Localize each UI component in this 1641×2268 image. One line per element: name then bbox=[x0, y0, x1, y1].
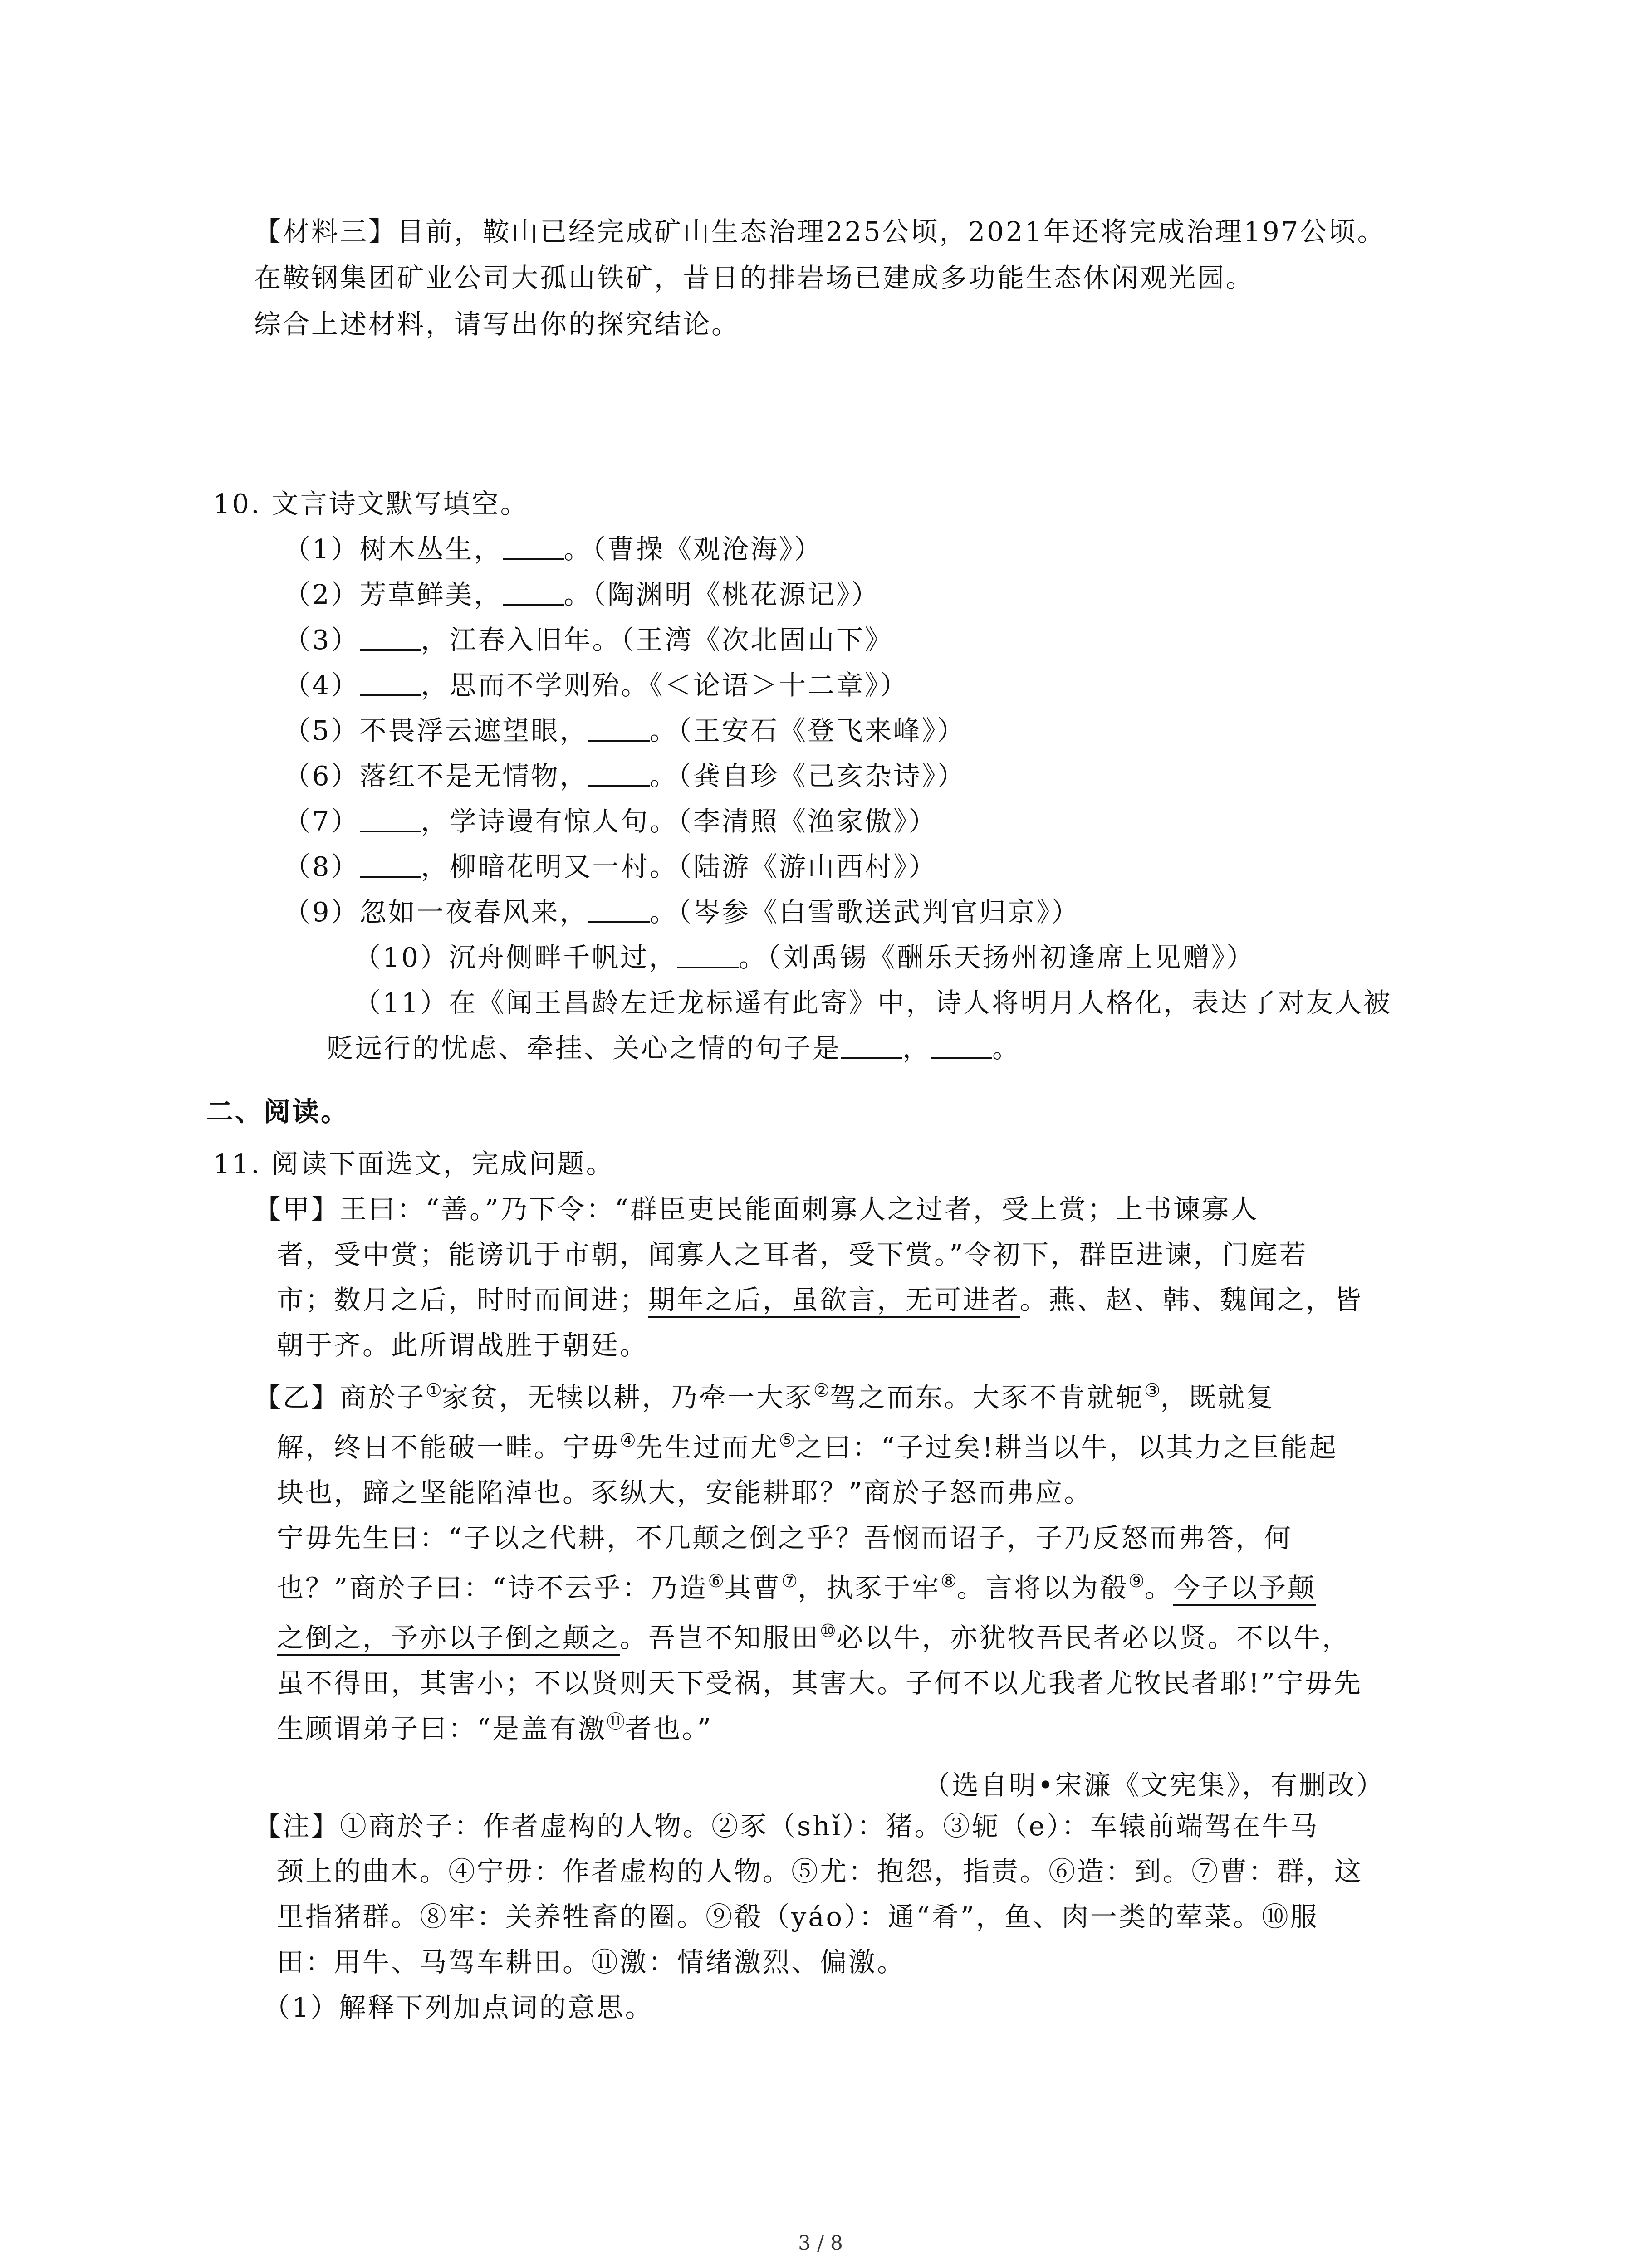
material-3-line-2: 在鞍钢集团矿业公司大孤山铁矿，昔日的排岩场已建成多功能生态休闲观光园。 bbox=[254, 262, 1255, 293]
passage-yi-line-1: 【乙】商於子①家贫，无犊以耕，乃牵一大豕②驾之而东。大豕不肯就轭③，既就复 bbox=[254, 1380, 1275, 1413]
passage-yi-line-4: 宁毋先生曰：“子以之代耕，不几颠之倒之乎？吾悯而诏子，子乃反怒而弗答，何 bbox=[277, 1522, 1293, 1554]
passage-yi-line-5: 也？”商於子曰：“诗不云乎：乃造⑥其曹⑦，执豕于牢⑧。言将以为殽⑨。今子以予颠 bbox=[277, 1569, 1316, 1610]
q10-item-6: （6）落红不是无情物， 。（龚自珍《己亥杂诗》） bbox=[284, 760, 966, 792]
page-number: 3 / 8 bbox=[798, 2232, 843, 2255]
subquestion-1: （1）解释下列加点词的意思。 bbox=[263, 1992, 654, 2023]
passage-yi-line-7: 虽不得田，其害小；不以贤则天下受祸，其害大。子何不以尤我者尤牧民者耶!”宁毋先 bbox=[277, 1667, 1362, 1699]
q10-item-7: （7） ，学诗谩有惊人句。（李清照《渔家傲》） bbox=[284, 806, 937, 837]
answer-blank[interactable] bbox=[360, 852, 421, 878]
material-3-line-1: 【材料三】目前，鞍山已经完成矿山生态治理225公顷，2021年还将完成治理197公顷。 bbox=[254, 216, 1386, 247]
q10-item-9: （9）忽如一夜春风来， 。（岑参《白雪歌送武判官归京》） bbox=[284, 896, 1080, 928]
passage-yi-line-3: 块也，蹄之坚能陷淖也。豕纵大，安能耕耶？”商於子怒而弗应。 bbox=[277, 1477, 1093, 1508]
underlined-sentence: 之倒之，予亦以子倒之颠之 bbox=[277, 1622, 620, 1656]
answer-blank[interactable] bbox=[360, 626, 421, 651]
q10-item-11-line-1: （11）在《闻王昌龄左迁龙标遥有此寄》中，诗人将明月人格化，表达了对友人被 bbox=[354, 987, 1392, 1018]
passage-jia-line-4: 朝于齐。此所谓战胜于朝廷。 bbox=[277, 1330, 649, 1361]
answer-blank[interactable] bbox=[588, 762, 650, 787]
underlined-sentence: 今子以予颠 bbox=[1173, 1572, 1316, 1606]
q10-item-8: （8） ，柳暗花明又一村。（陆游《游山西村》） bbox=[284, 851, 937, 882]
note-line-3: 里指猪群。⑧牢：关养牲畜的圈。⑨殽（yáo）：通“肴”，鱼、肉一类的荤菜。⑩服 bbox=[277, 1901, 1319, 1932]
passage-yi-line-2: 解，终日不能破一畦。宁毋④先生过而尤⑤之曰：“子过矣!耕当以牛，以其力之巨能起 bbox=[277, 1430, 1338, 1463]
q10-item-3: （3） ，江春入旧年。（王湾《次北固山下》 bbox=[284, 624, 894, 655]
note-line-2: 颈上的曲木。④宁毋：作者虚构的人物。⑤尤：抱怨，指责。⑥造：到。⑦曹：群，这 bbox=[277, 1856, 1363, 1887]
answer-blank[interactable] bbox=[588, 898, 650, 923]
answer-blank[interactable] bbox=[588, 716, 650, 742]
q10-item-5: （5）不畏浮云遮望眼， 。（王安石《登飞来峰》） bbox=[284, 715, 966, 746]
underlined-sentence: 期年之后，虽欲言，无可进者 bbox=[648, 1284, 1020, 1318]
passage-jia-line-2: 者，受中赏；能谤讥于市朝，闻寡人之耳者，受下赏。”令初下，群臣进谏，门庭若 bbox=[277, 1239, 1308, 1270]
answer-blank[interactable] bbox=[677, 943, 739, 968]
answer-blank[interactable] bbox=[503, 580, 564, 606]
q10-item-2: （2）芳草鲜美， 。（陶渊明《桃花源记》） bbox=[284, 579, 880, 610]
q10-item-10: （10）沉舟侧畔千帆过， 。（刘禹锡《酬乐天扬州初逢席上见赠》） bbox=[354, 942, 1255, 973]
answer-blank[interactable] bbox=[360, 671, 421, 696]
q10-item-4: （4） ，思而不学则殆。《＜论语＞十二章》） bbox=[284, 670, 909, 701]
question-10-title: 10. 文言诗文默写填空。 bbox=[213, 488, 529, 519]
section-2-heading: 二、阅读。 bbox=[206, 1096, 350, 1127]
question-11-title: 11. 阅读下面选文，完成问题。 bbox=[213, 1148, 615, 1179]
q10-item-11-line-2: 贬远行的忧虑、牵挂、关心之情的句子是 ， 。 bbox=[327, 1032, 1021, 1064]
material-3-prompt: 综合上述材料，请写出你的探究结论。 bbox=[254, 308, 740, 340]
passage-yi-line-6: 之倒之，予亦以子倒之颠之。吾岂不知服田⑩必以牛，亦犹牧吾民者必以贤。不以牛， bbox=[277, 1619, 1351, 1660]
passage-yi-line-8: 生顾谓弟子曰：“是盖有激⑪者也。” bbox=[277, 1711, 713, 1744]
answer-blank[interactable] bbox=[360, 807, 421, 832]
q10-item-1: （1）树木丛生， 。（曹操《观沧海》） bbox=[284, 533, 823, 565]
note-line-4: 田：用牛、马驾车耕田。⑪激：情绪激烈、偏激。 bbox=[277, 1946, 906, 1978]
answer-blank[interactable] bbox=[931, 1034, 992, 1059]
note-line-1: 【注】①商於子：作者虚构的人物。②豕（shǐ）：猪。③轭（e）：车辕前端驾在牛马 bbox=[254, 1810, 1319, 1842]
passage-source: （选自明•宋濂《文宪集》，有删改） bbox=[923, 1769, 1385, 1801]
passage-jia-line-1: 【甲】王曰：“善。”乃下令：“群臣吏民能面刺寡人之过者，受上赏；上书谏寡人 bbox=[254, 1193, 1259, 1225]
answer-blank[interactable] bbox=[503, 535, 564, 560]
answer-blank[interactable] bbox=[841, 1034, 902, 1059]
passage-jia-line-3: 市；数月之后，时时而间进；期年之后，虽欲言，无可进者。燕、赵、韩、魏闻之，皆 bbox=[277, 1281, 1363, 1319]
